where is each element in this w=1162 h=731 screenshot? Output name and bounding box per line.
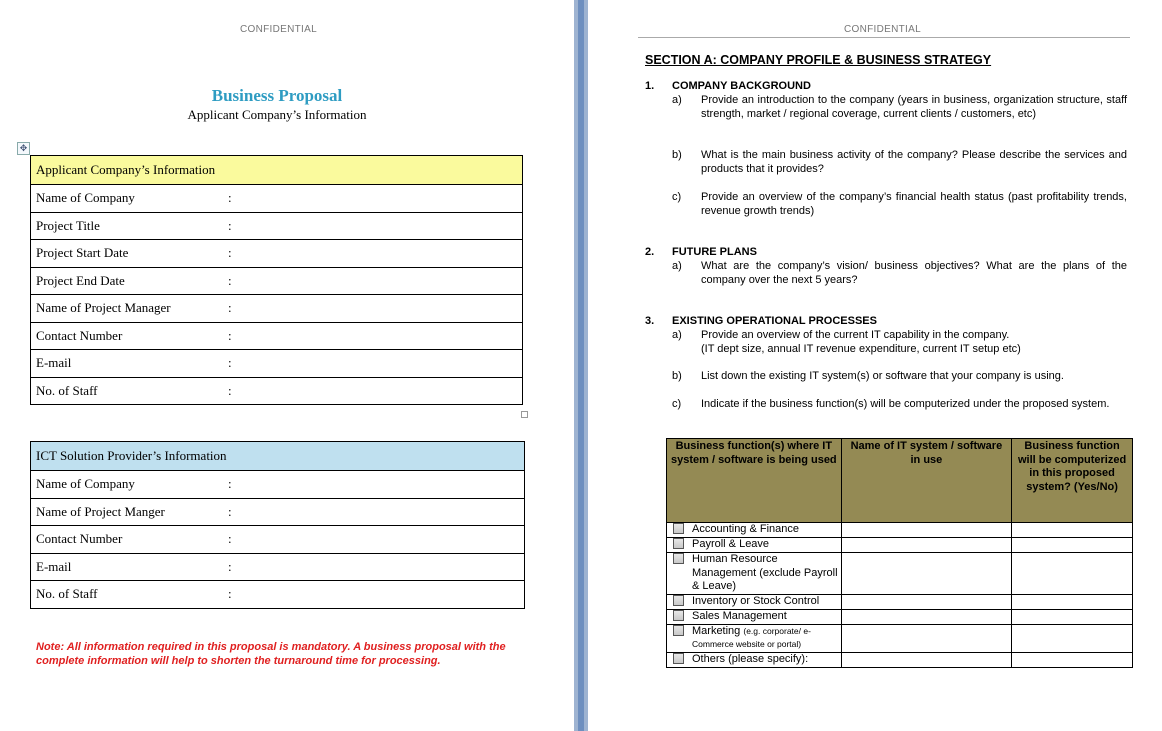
move-handle-icon[interactable]: ✥ <box>17 142 30 155</box>
it-system-cell[interactable] <box>841 538 1012 553</box>
it-system-cell[interactable] <box>841 523 1012 538</box>
row-separator: : <box>228 272 232 288</box>
table-row[interactable] <box>31 350 523 378</box>
it-system-cell[interactable] <box>841 553 1012 595</box>
ict-table-header: ICT Solution Provider’s Information <box>31 442 525 471</box>
applicant-info-table <box>30 155 523 405</box>
it-system-cell[interactable] <box>841 652 1012 667</box>
list-item: b) What is the main business activity of the company? Please describe the services and products that it provides? <box>672 149 1127 175</box>
ict-provider-table <box>30 441 525 609</box>
page-subtitle: Applicant Company’s Information <box>187 107 367 122</box>
list-item: a) Provide an introduction to the company (years in business, organization structure, staff strength, market / regional coverage, current clients / customers, etc) <box>672 94 1127 120</box>
row-separator: : <box>228 586 232 602</box>
row-label: No. of Staff <box>36 382 98 398</box>
table-row: Accounting & Finance <box>667 523 1133 538</box>
left-page <box>0 0 574 731</box>
row-separator: : <box>228 355 232 371</box>
page-gutter-line <box>578 0 584 731</box>
computerized-cell[interactable] <box>1012 624 1133 652</box>
table-row[interactable] <box>31 471 525 499</box>
row-label: Name of Company <box>36 190 135 206</box>
row-separator: : <box>228 300 232 316</box>
section-heading-2: 2. FUTURE PLANS <box>645 246 757 258</box>
row-label: Project Start Date <box>36 245 129 261</box>
table-row: Inventory or Stock Control <box>667 594 1133 609</box>
row-label: Name of Project Manger <box>36 503 165 519</box>
table-row[interactable] <box>31 295 523 323</box>
row-label: Project End Date <box>36 272 125 288</box>
checkbox[interactable] <box>673 523 684 534</box>
row-separator: : <box>228 190 232 206</box>
checkbox[interactable] <box>673 653 684 664</box>
list-item: a) What are the company’s vision/ business objectives? What are the plans of the company over the next 5 years? <box>672 260 1127 286</box>
row-label: Name of Project Manager <box>36 300 171 316</box>
checkbox[interactable] <box>673 538 684 549</box>
checkbox[interactable] <box>673 610 684 621</box>
row-label: Name of Company <box>36 476 135 492</box>
column-header: Name of IT system / software in use <box>841 439 1012 523</box>
page-title: Business Proposal <box>211 86 343 105</box>
checkbox[interactable] <box>673 595 684 606</box>
row-separator: : <box>228 217 232 233</box>
row-label: E-mail <box>36 355 72 371</box>
row-separator: : <box>228 531 232 547</box>
row-label: Project Title <box>36 217 100 233</box>
computerized-cell[interactable] <box>1012 553 1133 595</box>
business-function-table <box>666 438 1133 668</box>
row-separator: : <box>228 327 232 343</box>
table-row: Sales Management <box>667 609 1133 624</box>
checkbox[interactable] <box>673 625 684 636</box>
list-item: c) Indicate if the business function(s) will be computerized under the proposed system. <box>672 398 1110 410</box>
list-item: b) List down the existing IT system(s) or software that your company is using. <box>672 370 1064 382</box>
column-header: Business function will be computerized in this proposed system? (Yes/No) <box>1012 439 1133 523</box>
table-row[interactable] <box>31 240 523 268</box>
checkbox[interactable] <box>673 553 684 564</box>
column-header: Business function(s) where IT system / software is being used <box>667 439 842 523</box>
it-system-cell[interactable] <box>841 624 1012 652</box>
table-resize-handle[interactable] <box>521 411 528 418</box>
table-row[interactable] <box>31 267 523 295</box>
table-row[interactable] <box>31 185 523 213</box>
confidential-header: CONFIDENTIAL <box>240 24 317 35</box>
computerized-cell[interactable] <box>1012 594 1133 609</box>
table-row[interactable] <box>31 212 523 240</box>
section-heading-3: 3. EXISTING OPERATIONAL PROCESSES <box>645 315 877 327</box>
row-separator: : <box>228 503 232 519</box>
row-label: E-mail <box>36 558 72 574</box>
row-label: Contact Number <box>36 327 123 343</box>
row-separator: : <box>228 476 232 492</box>
confidential-header: CONFIDENTIAL <box>844 24 921 35</box>
row-separator: : <box>228 382 232 398</box>
row-label: Contact Number <box>36 531 123 547</box>
it-system-cell[interactable] <box>841 594 1012 609</box>
table-row: Payroll & Leave <box>667 538 1133 553</box>
table-row: Human Resource Management (exclude Payroll & Leave) <box>667 553 1133 595</box>
table-row[interactable] <box>31 553 525 581</box>
applicant-table-header: Applicant Company’s Information <box>31 156 523 185</box>
table-row[interactable] <box>31 377 523 405</box>
row-separator: : <box>228 245 232 261</box>
list-item: c) Provide an overview of the company’s financial health status (past profitability trends, revenue growth trends) <box>672 191 1127 217</box>
table-row[interactable] <box>31 526 525 554</box>
computerized-cell[interactable] <box>1012 609 1133 624</box>
list-item: a) Provide an overview of the current IT capability in the company. (IT dept size, annual IT revenue expenditure, current IT setup etc) <box>672 329 1021 355</box>
table-row[interactable] <box>31 581 525 609</box>
row-separator: : <box>228 558 232 574</box>
computerized-cell[interactable] <box>1012 652 1133 667</box>
table-row: Marketing (e.g. corporate/ e-Commerce website or portal) <box>667 624 1133 652</box>
row-label: No. of Staff <box>36 586 98 602</box>
it-system-cell[interactable] <box>841 609 1012 624</box>
computerized-cell[interactable] <box>1012 523 1133 538</box>
section-heading-1: 1. COMPANY BACKGROUND <box>645 80 811 92</box>
header-divider <box>638 37 1130 38</box>
table-row[interactable] <box>31 498 525 526</box>
table-row: Others (please specify): <box>667 652 1133 667</box>
right-page <box>588 0 1162 731</box>
mandatory-note: Note: All information required in this proposal is mandatory. A business proposal with the complete information will help to shorten the turnaround time for processing. <box>36 641 506 667</box>
section-title: SECTION A: COMPANY PROFILE & BUSINESS STRATEGY <box>645 53 992 67</box>
computerized-cell[interactable] <box>1012 538 1133 553</box>
table-row[interactable] <box>31 322 523 350</box>
